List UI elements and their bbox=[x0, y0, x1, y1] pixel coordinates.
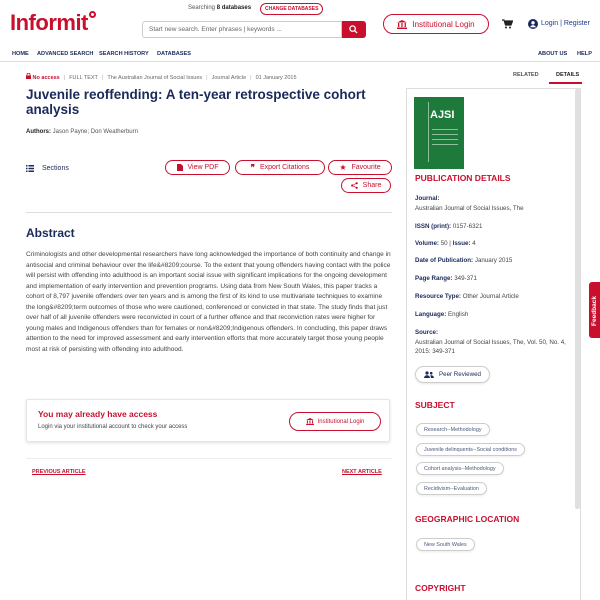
share-label: Share bbox=[362, 182, 382, 189]
searching-prefix: Searching bbox=[188, 5, 216, 11]
logo-dot-icon bbox=[89, 11, 96, 18]
sections-label: Sections bbox=[42, 165, 69, 172]
active-tab-indicator bbox=[549, 82, 582, 84]
source-field bbox=[415, 328, 570, 357]
next-article-link[interactable]: NEXT ARTICLE bbox=[342, 469, 382, 475]
geo-tag[interactable]: New South Wales bbox=[416, 538, 475, 551]
volume-value: 50 bbox=[440, 240, 448, 247]
panel-scrollbar[interactable] bbox=[575, 89, 580, 509]
export-citations-label: Export Citations bbox=[259, 164, 310, 171]
search-icon bbox=[349, 25, 358, 34]
source-value: Australian Journal of Social Issues, The, Vol. 50, No. 4, 2015: 349-371 bbox=[415, 338, 566, 355]
nav-help[interactable]: HELP bbox=[577, 51, 592, 57]
search-input[interactable]: Start new search. Enter phrases | keywords ... bbox=[142, 21, 342, 38]
nav-search-history[interactable]: SEARCH HISTORY bbox=[99, 51, 149, 57]
lock-icon bbox=[26, 73, 31, 79]
access-login-label: Institutional Login bbox=[317, 418, 365, 425]
pubdate-value: January 2015 bbox=[474, 257, 513, 264]
volume-label: Volume: bbox=[415, 240, 439, 247]
previous-article-link[interactable]: PREVIOUS ARTICLE bbox=[32, 469, 86, 475]
article-meta-breadcrumb: No access | FULL TEXT | The Australian Journal of Social Issues | Journal Article | 01 January 2015 bbox=[26, 73, 297, 81]
article-type: Journal Article bbox=[211, 75, 247, 81]
peer-reviewed-badge bbox=[415, 366, 490, 383]
people-icon bbox=[424, 371, 434, 378]
favourite-button[interactable] bbox=[328, 160, 392, 175]
resource-type-label: Resource Type: bbox=[415, 293, 461, 300]
cover-title: AJSI bbox=[430, 109, 455, 121]
access-status: No access bbox=[32, 75, 60, 81]
logo-text: Informit bbox=[10, 10, 88, 35]
institutional-login-button[interactable] bbox=[383, 14, 489, 34]
access-prompt-subtitle: Login via your institutional account to check your access bbox=[38, 424, 188, 430]
share-button[interactable] bbox=[341, 178, 391, 193]
publication-details-heading: PUBLICATION DETAILS bbox=[415, 173, 511, 183]
view-pdf-label: View PDF bbox=[187, 164, 219, 171]
nav-advanced-search[interactable]: ADVANCED SEARCH bbox=[37, 51, 94, 57]
page-range-label: Page Range: bbox=[415, 275, 453, 282]
subject-tag[interactable]: Research--Methodology bbox=[416, 423, 490, 436]
geographic-location-heading: GEOGRAPHIC LOCATION bbox=[415, 514, 520, 524]
article-date: 01 January 2015 bbox=[255, 75, 297, 81]
feedback-label: Feedback bbox=[591, 296, 598, 326]
star-icon: ★ bbox=[339, 163, 347, 172]
journal-cover-image bbox=[414, 97, 464, 169]
language-field bbox=[415, 310, 570, 320]
divider bbox=[26, 212, 392, 213]
informit-logo[interactable] bbox=[10, 10, 96, 36]
institution-icon bbox=[397, 20, 407, 29]
searching-indicator bbox=[188, 5, 251, 11]
resource-type-value: Other Journal Article bbox=[462, 293, 519, 300]
issue-value: 4 bbox=[472, 240, 476, 247]
language-value: English bbox=[448, 311, 469, 318]
subject-tag[interactable]: Recidivism--Evaluation bbox=[416, 482, 487, 495]
list-icon bbox=[26, 165, 34, 172]
nav-databases[interactable]: DATABASES bbox=[157, 51, 191, 57]
view-pdf-button[interactable] bbox=[165, 160, 230, 175]
document-icon bbox=[177, 164, 183, 171]
authors-label: Authors: bbox=[26, 129, 51, 135]
abstract-heading: Abstract bbox=[26, 226, 75, 240]
abstract-text: Criminologists and other developmental researchers have long acknowledged the importance of both continuity and change in antisocial and criminal behaviour over the life&#8209;course. To the extent that young offenders having contact with the police will persist with offending into adulthood is an important social issue with significant implications for the ongoing development and implementation of early intervention and prevention programs. Using data from New South Wales, this paper tracks a cohort of 8,797 juvenile offenders over ten years and is among the first of its kind to use multivariate techniques to examine the long&#8209;term outcomes of those who were cautioned, conferenced or convicted in that state. The study finds that just over half of all juvenile offenders were reconvicted in court of a further offence and that reconviction rates were higher for young males and Indigenous offenders than for females or non&#8209;Indigenous offenders. In concluding, this paper draws attention to the need for improved assessment and early intervention efforts that more accurately target those young people most at risk of persisting with offending into adulthood. bbox=[26, 251, 391, 353]
access-prompt-box bbox=[26, 399, 390, 442]
nav-about-us[interactable]: ABOUT US bbox=[538, 51, 568, 57]
export-citations-button[interactable] bbox=[235, 160, 325, 175]
quote-icon: ❞ bbox=[250, 163, 255, 172]
tab-related[interactable]: RELATED bbox=[513, 72, 539, 78]
issn-label: ISSN (print): bbox=[415, 223, 452, 230]
journal-field-label: Journal: bbox=[415, 195, 440, 202]
peer-reviewed-label: Peer Reviewed bbox=[439, 371, 481, 378]
databases-count: 8 databases bbox=[216, 5, 252, 11]
resource-type-field bbox=[415, 292, 570, 302]
author-names[interactable]: Jason Payne; Don Weatherburn bbox=[52, 129, 138, 135]
access-prompt-title: You may already have access bbox=[38, 409, 158, 419]
issn-value: 0157-6321 bbox=[452, 223, 483, 230]
page-range-value: 349-371 bbox=[454, 275, 477, 282]
access-institutional-login-button[interactable] bbox=[289, 412, 381, 431]
search-button[interactable] bbox=[342, 21, 366, 38]
main-nav bbox=[0, 48, 600, 62]
user-account-icon[interactable] bbox=[528, 19, 538, 29]
login-register-link[interactable]: Login | Register bbox=[541, 20, 590, 27]
journal-field bbox=[415, 194, 570, 213]
feedback-tab[interactable] bbox=[589, 282, 600, 338]
issn-field bbox=[415, 222, 570, 232]
pubdate-label: Date of Publication: bbox=[415, 257, 474, 264]
nav-home[interactable]: HOME bbox=[12, 51, 29, 57]
tab-details[interactable]: DETAILS bbox=[556, 72, 580, 78]
copyright-heading: COPYRIGHT bbox=[415, 583, 466, 593]
issue-label: Issue: bbox=[452, 240, 471, 247]
authors bbox=[26, 129, 138, 135]
journal-name-link[interactable]: The Australian Journal of Social Issues bbox=[107, 75, 203, 81]
publication-date-field bbox=[415, 256, 570, 266]
divider bbox=[26, 458, 392, 459]
sections-toggle[interactable] bbox=[26, 165, 69, 172]
language-label: Language: bbox=[415, 311, 447, 318]
change-databases-button[interactable]: CHANGE DATABASES bbox=[260, 3, 323, 15]
institution-icon bbox=[306, 418, 314, 425]
subject-tag[interactable]: Cohort analysis--Methodology bbox=[416, 462, 504, 475]
article-title: Juvenile reoffending: A ten-year retrospective cohort analysis bbox=[26, 87, 366, 117]
volume-issue-field: Volume: 50 | Issue: 4 bbox=[415, 240, 476, 247]
institutional-login-label: Institutional Login bbox=[412, 19, 475, 29]
subject-heading: SUBJECT bbox=[415, 400, 455, 410]
share-icon bbox=[351, 182, 358, 189]
source-label: Source: bbox=[415, 329, 439, 336]
full-text-label: FULL TEXT bbox=[69, 75, 98, 81]
favourite-label: Favourite bbox=[351, 164, 381, 171]
page-range-field bbox=[415, 274, 570, 284]
cart-icon[interactable] bbox=[502, 19, 513, 29]
subject-tag[interactable]: Juvenile delinquents--Social conditions bbox=[416, 443, 525, 456]
journal-field-value: Australian Journal of Social Issues, The bbox=[415, 204, 524, 212]
